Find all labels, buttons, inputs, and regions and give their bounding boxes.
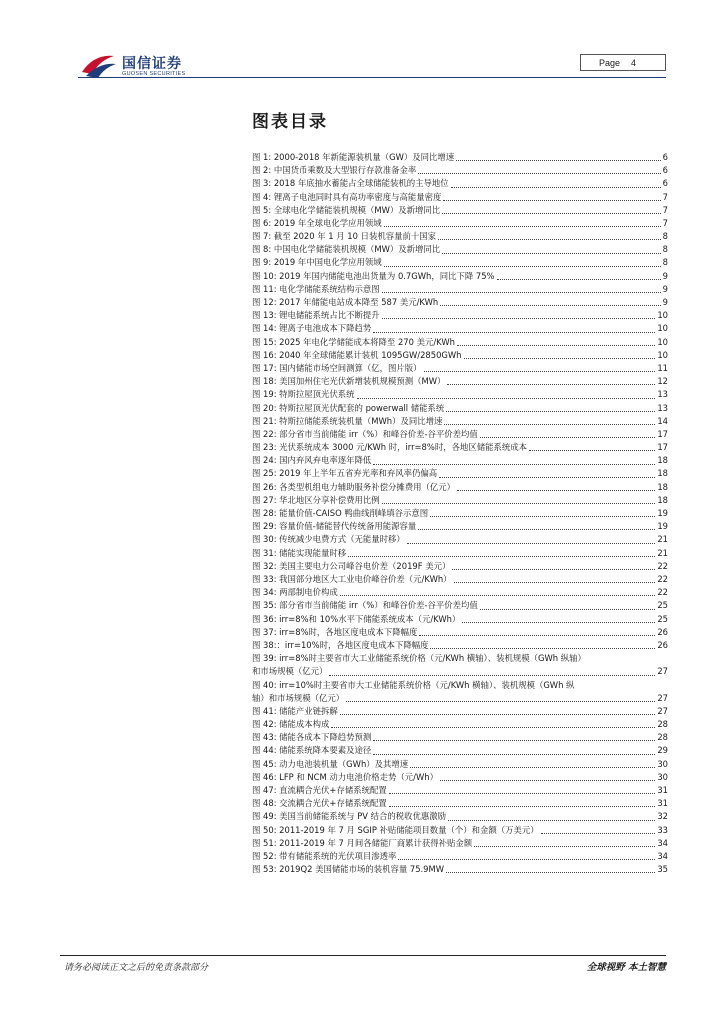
toc-entry-page: 10 [657,349,668,360]
toc-leader-dots [443,200,660,201]
toc-leader-dots [410,767,655,768]
toc-entry[interactable] [252,243,668,256]
toc-leader-dots [346,701,655,702]
toc-entry-title: 图 1: 2000-2018 年新能源装机量（GW）及同比增速 [252,151,455,162]
toc-entry-page: 9 [662,283,668,294]
toc-entry-page: 18 [657,494,668,505]
toc-leader-dots [457,490,655,491]
toc-entry-page: 28 [657,719,668,730]
toc-entry-page: 7 [662,191,668,202]
toc-entry-page: 6 [662,151,668,162]
toc-leader-dots [474,846,655,847]
toc-entry[interactable] [252,191,668,204]
toc-entry[interactable] [252,441,668,454]
toc-leader-dots [373,464,655,465]
toc-entry-page: 25 [657,613,668,624]
toc-entry-title: 图 43: 储能各成本下降趋势预测 [252,732,372,743]
toc-leader-dots [451,187,661,188]
toc-entry-page: 8 [662,231,668,242]
toc-entry-title: 图 9: 2019 年中国电化学应用领域 [252,257,382,268]
toc-entry[interactable] [252,731,668,744]
toc-entry[interactable] [252,520,668,533]
toc-entry[interactable] [252,560,668,573]
toc-entry-title: 图 29: 容量价值-储能替代传统备用能源容量 [252,521,417,532]
toc-entry[interactable] [252,599,668,612]
toc-entry-page: 26 [657,639,668,650]
toc-leader-dots [419,635,655,636]
toc-entry-page: 6 [662,165,668,176]
toc-entry-title: 图 41: 储能产业链拆解 [252,705,338,716]
toc-entry[interactable] [252,283,668,296]
toc-entry[interactable] [252,204,668,217]
toc-entry-title: 图 47: 直流耦合光伏+存储系统配置 [252,785,387,796]
toc-title: 图表目录 [252,112,328,132]
toc-entry-title: 图 49: 美国当前储能系统与 PV 结合的税收优惠激励 [252,811,447,822]
toc-entry-title: 图 14: 锂离子电池成本下降趋势 [252,323,372,334]
toc-leader-dots [357,398,656,399]
toc-entry-title: 图 19: 特斯拉屋顶光伏系统 [252,389,355,400]
footer-divider [60,955,666,956]
toc-entry-title: 图 30: 传统减少电费方式（无能量时移） [252,534,405,545]
toc-entry-page: 9 [662,297,668,308]
toc-entry-title: 图 8: 中国电化学储能装机规模（MW）及新增同比 [252,244,441,255]
toc-leader-dots [440,780,655,781]
footer-disclaimer: 请务必阅读正文之后的免责条款部分 [64,963,209,973]
toc-entry-page: 8 [662,244,668,255]
toc-entry[interactable] [252,468,668,481]
toc-entry-page: 18 [657,455,668,466]
company-logo [80,50,190,80]
toc-entry-page: 29 [657,745,668,756]
toc-entry[interactable] [252,613,668,626]
toc-entry[interactable] [252,507,668,520]
toc-entry-title: 图 16: 2040 年全球储能累计装机 1095GW/2850GWh [252,349,462,360]
toc-leader-dots [418,529,655,530]
toc-entry-title: 图 24: 国内弃风弃电率逐年降低 [252,455,372,466]
toc-entry[interactable] [252,230,668,243]
toc-entry[interactable] [252,533,668,546]
toc-entry[interactable] [252,402,668,415]
toc-entry-page: 25 [657,600,668,611]
toc-leader-dots [497,279,661,280]
toc-entry-page: 34 [657,837,668,848]
toc-entry-page: 22 [657,573,668,584]
toc-entry[interactable] [252,718,668,731]
toc-leader-dots [331,727,655,728]
toc-entry-title-line2: 轴）和市场规模（亿元） [252,692,345,703]
toc-leader-dots [442,213,661,214]
toc-entry[interactable] [252,824,668,837]
toc-leader-dots [424,371,656,372]
toc-entry-page: 27 [657,666,668,677]
toc-entry-page: 31 [657,785,668,796]
toc-entry-page: 27 [657,692,668,703]
toc-leader-dots [457,345,655,346]
toc-entry[interactable] [252,217,668,230]
toc-entry-title: 图 3: 2018 年底抽水蓄能占全球储能装机的主导地位 [252,178,449,189]
toc-entry-page: 27 [657,705,668,716]
toc-entry[interactable] [252,586,668,599]
toc-leader-dots [384,266,661,267]
toc-entry-title: 图 33: 我国部分地区大工业电价峰谷价差（元/KWh） [252,573,452,584]
toc-entry-page: 30 [657,771,668,782]
toc-entry-title: 图 17: 国内储能市场空间测算（亿，图片版） [252,362,422,373]
toc-entry[interactable] [252,481,668,494]
toc-entry-title: 图 34: 两部制电价构成 [252,587,338,598]
toc-entry-title: 图 15: 2025 年电化学储能成本将降至 270 美元/KWh [252,336,455,347]
toc-entry[interactable] [252,573,668,586]
toc-entry-title: 图 44: 储能系统降本要素及途径 [252,745,372,756]
toc-leader-dots [389,806,656,807]
toc-leader-dots [407,543,656,544]
toc-entry-title-line1: 图 39: irr=8%时主要省市大工业储能系统价格（元/KWh 横轴）、装机规模（GWh 纵轴） [252,653,586,664]
toc-entry-title: 图 46: LFP 和 NCM 动力电池价格走势（元/Wh） [252,771,438,782]
toc-entry-page: 17 [657,428,668,439]
toc-entry-page: 31 [657,798,668,809]
toc-entry[interactable] [252,626,668,639]
toc-leader-dots [448,820,655,821]
toc-entry-page: 34 [657,850,668,861]
toc-entry[interactable] [252,744,668,757]
toc-entry[interactable] [252,388,668,401]
toc-entry-title: 图 52: 带有储能系统的光伏项目渗透率 [252,850,397,861]
page-number: 4 [631,58,637,68]
toc-entry-page: 22 [657,587,668,598]
toc-entry-title: 图 53: 2019Q2 美国储能市场的装机容量 75.9MW [252,864,445,875]
toc-entry[interactable] [252,771,668,784]
toc-entry-title: 图 21: 特斯拉储能系统装机量（MWh）及同比增速 [252,415,443,426]
toc-entry-title: 图 26: 各类型机组电力辅助服务补偿分摊费用（亿元） [252,481,456,492]
toc-entry-title: 图 12: 2017 年储能电站成本降至 587 美元/KWh [252,297,439,308]
toc-leader-dots [389,793,656,794]
toc-entry-title: 图 10: 2019 年国内储能电池出货量为 0.7GWh，同比下降 75% [252,270,495,281]
toc-leader-dots [446,872,655,873]
toc-entry-title: 图 48: 交流耦合光伏+存储系统配置 [252,798,387,809]
toc-entry-title: 图 23: 光伏系统成本 3000 元/KWh 时，irr=8%时，各地区储能系统成本 [252,442,527,453]
toc-entry-title: 图 27: 华北地区分享补偿费用比例 [252,494,380,505]
toc-entry[interactable] [252,349,668,362]
toc-entry-page: 21 [657,547,668,558]
toc-list [252,151,668,876]
toc-entry[interactable] [252,837,668,850]
toc-entry-page: 30 [657,758,668,769]
toc-entry-title: 图 31: 储能实现能量时移 [252,547,347,558]
toc-entry-page: 10 [657,323,668,334]
toc-entry-page: 19 [657,521,668,532]
toc-leader-dots [444,424,655,425]
toc-leader-dots [348,556,655,557]
toc-entry-page: 14 [657,415,668,426]
toc-leader-dots [456,160,660,161]
toc-entry-page: 10 [657,310,668,321]
toc-leader-dots [439,477,655,478]
toc-entry[interactable] [252,784,668,797]
toc-leader-dots [462,622,655,623]
toc-entry-title: 图 22: 部分省市当前储能 irr（%）和峰谷价差-谷平价差均值 [252,428,478,439]
toc-leader-dots [446,411,655,412]
toc-entry[interactable] [252,309,668,322]
toc-entry[interactable] [252,705,668,718]
toc-entry[interactable] [252,164,668,177]
logo-text-cn: 国信证券 [122,56,182,72]
toc-entry-page: 7 [662,217,668,228]
toc-entry[interactable] [252,375,668,388]
toc-entry-title: 图 7: 截至 2020 年 1 月 10 日装机容量前十国家 [252,231,436,242]
toc-entry-title-line2: 和市场规模（亿元） [252,666,328,677]
page-indicator [580,54,666,71]
toc-entry-title: 图 2: 中国货币乘数及大型银行存款准备金率 [252,165,417,176]
toc-leader-dots [384,226,661,227]
toc-leader-dots [373,332,655,333]
toc-entry-page: 11 [657,362,668,373]
toc-entry[interactable] [252,810,668,823]
toc-entry-title: 图 20: 特斯拉屋顶光伏配套的 powerwall 储能系统 [252,402,445,413]
toc-leader-dots [418,173,660,174]
toc-entry-title: 图 25: 2019 年上半年五省弃光率和弃风率仍偏高 [252,468,438,479]
toc-entry[interactable] [252,797,668,810]
toc-leader-dots [373,740,655,741]
toc-entry-title: 图 11: 电化学储能系统结构示意图 [252,283,380,294]
toc-leader-dots [329,675,655,676]
toc-entry-title: 图 32: 美国主要电力公司峰谷电价差（2019F 美元） [252,560,451,571]
toc-entry[interactable] [252,758,668,771]
toc-leader-dots [464,358,656,359]
toc-entry-page: 6 [662,178,668,189]
toc-entry-title: 图 42: 储能成本构成 [252,719,330,730]
toc-entry[interactable] [252,296,668,309]
toc-entry[interactable] [252,652,668,678]
toc-entry[interactable] [252,494,668,507]
toc-entry-page: 17 [657,442,668,453]
toc-leader-dots [373,754,655,755]
toc-entry-title: 图 13: 锂电储能系统占比不断提升 [252,310,380,321]
logo-mark-icon [80,50,118,80]
toc-entry-page: 13 [657,402,668,413]
toc-entry[interactable] [252,362,668,375]
toc-entry-title: 图 18: 美国加州住宅光伏新增装机规模预测（MW） [252,376,446,387]
toc-entry-title: 图 4: 锂离子电池同时具有高功率密度与高能量密度 [252,191,442,202]
toc-leader-dots [480,437,656,438]
toc-entry[interactable] [252,454,668,467]
toc-entry-page: 13 [657,389,668,400]
toc-entry-page: 18 [657,481,668,492]
toc-entry[interactable] [252,863,668,876]
toc-leader-dots [340,714,656,715]
toc-entry[interactable] [252,336,668,349]
toc-leader-dots [541,833,656,834]
toc-leader-dots [452,569,655,570]
toc-entry-title: 图 50: 2011-2019 年 7 月 SGIP 补贴储能项目数量（个）和金额（万美元） [252,824,539,835]
toc-entry-page: 21 [657,534,668,545]
toc-entry[interactable] [252,679,668,705]
toc-entry-page: 32 [657,811,668,822]
toc-entry-page: 22 [657,560,668,571]
toc-entry-line2 [252,665,668,678]
toc-entry-line2 [252,692,668,705]
toc-leader-dots [447,384,655,385]
header-divider [78,77,666,78]
toc-entry[interactable] [252,177,668,190]
toc-entry-page: 33 [657,824,668,835]
toc-entry-title: 图 51: 2011-2019 年 7 月间各储能厂商累计获得补贴金额 [252,837,473,848]
toc-entry-title: 图 45: 动力电池装机量（GWh）及其增速 [252,758,409,769]
toc-entry-title: 图 36: irr=8%和 10%水平下储能系统成本（元/KWh） [252,613,461,624]
toc-entry-page: 19 [657,508,668,519]
toc-entry-page: 12 [657,376,668,387]
toc-entry[interactable] [252,257,668,270]
toc-leader-dots [382,503,656,504]
toc-leader-dots [340,595,656,596]
toc-leader-dots [442,253,661,254]
toc-entry-title: 图 35: 部分省市当前储能 irr（%）和峰谷价差-谷平价差均值 [252,600,478,611]
toc-leader-dots [430,516,655,517]
toc-entry-page: 28 [657,732,668,743]
toc-entry[interactable] [252,850,668,863]
toc-entry-title-line1: 图 40: irr=10%时主要省市大工业储能系统价格（元/KWh 横轴）、装机规模（GWh 纵 [252,679,575,690]
toc-leader-dots [440,305,660,306]
toc-entry[interactable] [252,270,668,283]
toc-entry[interactable] [252,415,668,428]
toc-entry-page: 10 [657,336,668,347]
footer-slogan: 全球视野 本土智慧 [586,962,666,973]
toc-entry[interactable] [252,639,668,652]
toc-leader-dots [382,318,656,319]
toc-entry-title: 图 28: 能量价值-CAISO 鸭曲线削峰填谷示意图 [252,508,429,519]
toc-entry[interactable] [252,547,668,560]
toc-entry-page: 8 [662,257,668,268]
page-label: Page [599,58,621,68]
toc-entry-title: 图 6: 2019 年全球电化学应用领域 [252,217,382,228]
toc-entry[interactable] [252,428,668,441]
toc-entry-page: 7 [662,204,668,215]
toc-leader-dots [529,450,655,451]
toc-entry-title: 图 37: irr=8%时，各地区度电成本下降幅度 [252,626,418,637]
logo-text-en: GUOSEN SECURITIES [122,71,186,77]
toc-entry-title: 图 38:：irr=10%时，各地区度电成本下降幅度 [252,639,429,650]
toc-entry-page: 18 [657,468,668,479]
toc-entry-page: 35 [657,864,668,875]
toc-leader-dots [438,239,661,240]
toc-leader-dots [398,859,655,860]
toc-entry-title: 图 5: 全球电化学储能装机规模（MW）及新增同比 [252,204,441,215]
toc-entry-page: 26 [657,626,668,637]
toc-entry[interactable] [252,151,668,164]
toc-leader-dots [382,292,661,293]
toc-leader-dots [430,648,655,649]
toc-entry[interactable] [252,322,668,335]
toc-leader-dots [454,582,656,583]
toc-leader-dots [480,609,656,610]
toc-entry-page: 9 [662,270,668,281]
